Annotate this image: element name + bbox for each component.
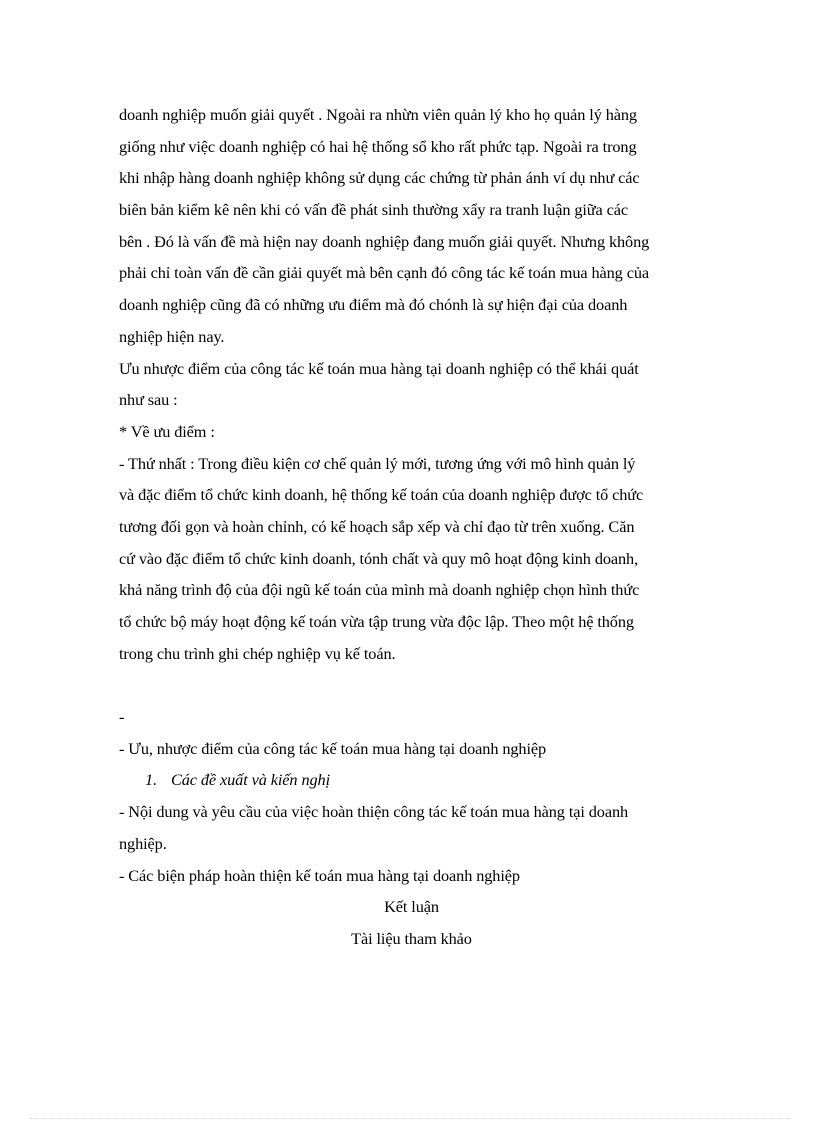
text-line: giống như việc doanh nghiệp có hai hệ thống sổ kho rất phức tạp. Ngoài ra trong [119, 136, 637, 156]
blank-line [119, 669, 704, 701]
text-line: khi nhập hàng doanh nghiệp không sử dụng các chứng từ phản ánh ví dụ như các [119, 168, 640, 188]
section-heading [119, 764, 704, 796]
text-line: biên bản kiểm kê nên khi có vấn đề phát sinh thường xẩy ra tranh luận giữa các [119, 200, 628, 220]
outline-item: - Ưu, nhược điểm của công tác kế toán mua hàng tại doanh nghiệp [119, 738, 547, 758]
section-title: Các đề xuất và kiến nghị [170, 770, 330, 790]
text-line: doanh nghiệp cũng đã có những ưu điểm mà đó chónh là sự hiện đại của doanh [119, 295, 628, 315]
conclusion-heading: Kết luận [384, 897, 439, 917]
paragraph-1 [119, 99, 704, 353]
text-line: Ưu nhược điểm của công tác kế toán mua hàng tại doanh nghiệp có thể khái quát [119, 358, 639, 378]
section-number: 1. [145, 770, 158, 790]
outline-item: - Các biện pháp hoàn thiện kế toán mua hàng tại doanh nghiệp [119, 865, 520, 885]
text-line: và đặc điểm tổ chức kinh doanh, hệ thống kế toán của doanh nghiệp được tổ chức [119, 485, 644, 505]
paragraph-2 [119, 353, 704, 416]
references-heading: Tài liệu tham khảo [351, 928, 472, 948]
text-line: - Thứ nhất : Trong điều kiện cơ chế quản lý mới, tương ứng với mô hình quản lý [119, 453, 636, 473]
outline-item: nghiệp. [119, 833, 167, 853]
text-line: tổ chức bộ máy hoạt động kế toán vừa tập trung vừa độc lập. Theo một hệ thống [119, 612, 634, 631]
text-line: tương đối gọn và hoàn chỉnh, có kế hoạch sắp xếp và chỉ đạo từ trên xuống. Căn [119, 516, 635, 536]
text-line: khả năng trình độ của đội ngũ kế toán của mình mà doanh nghiệp chọn hình thức [119, 580, 640, 600]
text-line: bên . Đó là vấn đề mà hiện nay doanh nghiệp đang muốn giải quyết. Nhưng không [119, 231, 650, 251]
paragraph-3 [119, 448, 704, 670]
advantages-heading: * Về ưu điểm : [119, 421, 215, 441]
dash-line: - [119, 707, 125, 727]
outline-list [119, 796, 704, 891]
text-line: cứ vào đặc điểm tổ chức kinh doanh, tónh chất và quy mô hoạt động kinh doanh, [119, 548, 639, 568]
outline-item: - Nội dung và yêu cầu của việc hoàn thiện công tác kế toán mua hàng tại doanh [119, 802, 629, 822]
document-body [119, 99, 704, 955]
text-line: doanh nghiệp muốn giải quyết . Ngoài ra nhừn viên quản lý kho họ quản lý hàng [119, 105, 637, 124]
page-bottom-rule [30, 1118, 790, 1119]
text-line: trong chu trình ghi chép nghiệp vụ kế toán. [119, 643, 396, 663]
text-line: phải chỉ toàn vấn đề cần giải quyết mà bên cạnh đó công tác kế toán mua hàng của [119, 263, 649, 283]
text-line: như sau : [119, 390, 178, 410]
text-line: nghiệp hiện nay. [119, 326, 225, 346]
